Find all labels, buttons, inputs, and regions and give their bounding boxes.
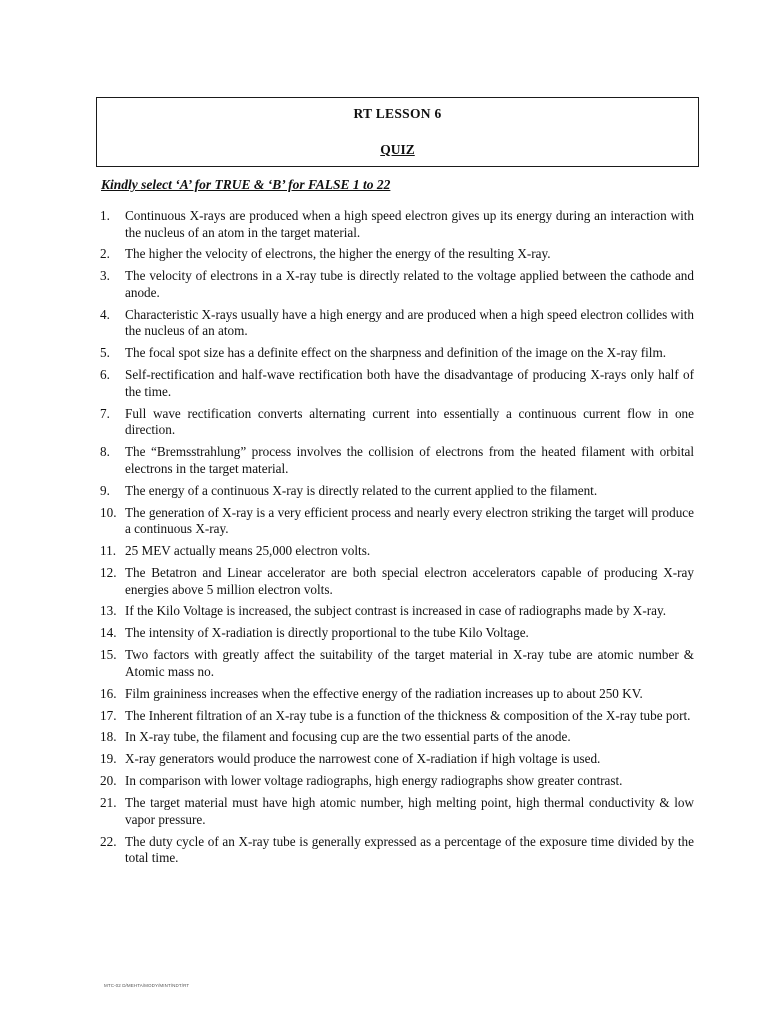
question-number: 13. bbox=[100, 603, 117, 619]
question-text: 25 MEV actually means 25,000 electron volts. bbox=[125, 543, 371, 559]
question-item bbox=[100, 505, 694, 538]
question-number: 21. bbox=[100, 795, 117, 811]
question-item bbox=[100, 444, 694, 477]
question-number: 17. bbox=[100, 707, 117, 723]
question-item bbox=[100, 483, 694, 500]
question-item bbox=[100, 603, 694, 620]
question-text: Continuous X-rays are produced when a high speed electron gives up its energy during an interaction with the nucleus of an atom in the target material. bbox=[125, 208, 694, 240]
question-list bbox=[100, 208, 694, 872]
question-item bbox=[100, 307, 694, 340]
question-text: Film graininess increases when the effective energy of the radiation increases up to about 250 KV. bbox=[125, 685, 643, 701]
question-number: 18. bbox=[100, 729, 117, 745]
question-number: 11. bbox=[100, 543, 116, 559]
question-item bbox=[100, 625, 694, 642]
question-text: Two factors with greatly affect the suitability of the target material in X-ray tube are atomic number & Atomic mass no. bbox=[125, 647, 694, 679]
question-text: The generation of X-ray is a very efficient process and nearly every electron striking the target will produce a continuous X-ray. bbox=[125, 504, 694, 537]
question-number: 2. bbox=[100, 246, 110, 262]
question-text: The higher the velocity of electrons, the higher the energy of the resulting X-ray. bbox=[125, 246, 551, 262]
title-box bbox=[96, 97, 699, 167]
question-item bbox=[100, 565, 694, 598]
question-item bbox=[100, 834, 694, 867]
question-item bbox=[100, 647, 694, 680]
question-number: 4. bbox=[100, 306, 110, 322]
question-text: Self-rectification and half-wave rectification both have the disadvantage of producing X-rays only half of the time. bbox=[125, 367, 694, 399]
question-item bbox=[100, 208, 694, 241]
question-item bbox=[100, 367, 694, 400]
question-text: In X-ray tube, the filament and focusing cup are the two essential parts of the anode. bbox=[125, 729, 571, 745]
question-text: Characteristic X-rays usually have a high energy and are produced when a high speed electron collides with the nucleus of an atom. bbox=[125, 306, 694, 339]
question-number: 8. bbox=[100, 444, 110, 460]
question-item bbox=[100, 406, 694, 439]
question-number: 5. bbox=[100, 345, 110, 361]
question-number: 16. bbox=[100, 685, 117, 701]
question-number: 19. bbox=[100, 751, 117, 767]
question-item bbox=[100, 268, 694, 301]
question-text: X-ray generators would produce the narrowest cone of X-radiation if high voltage is used. bbox=[125, 751, 601, 767]
question-text: The intensity of X-radiation is directly proportional to the tube Kilo Voltage. bbox=[125, 625, 529, 641]
page-title: RT LESSON 6 bbox=[353, 106, 442, 121]
question-item bbox=[100, 729, 694, 746]
page-subtitle: QUIZ bbox=[380, 142, 415, 157]
question-item bbox=[100, 543, 694, 560]
question-text: The energy of a continuous X-ray is directly related to the current applied to the filament. bbox=[125, 482, 598, 498]
question-number: 3. bbox=[100, 268, 110, 284]
question-text: The “Bremsstrahlung” process involves the collision of electrons from the heated filament with orbital electrons in the target material. bbox=[125, 444, 694, 476]
question-item bbox=[100, 751, 694, 768]
quiz-instruction: Kindly select ‘A’ for TRUE & ‘B’ for FALSE 1 to 22 bbox=[101, 177, 391, 192]
question-text: Full wave rectification converts alternating current into essentially a continuous current flow in one direction. bbox=[125, 405, 694, 438]
question-text: If the Kilo Voltage is increased, the subject contrast is increased in case of radiographs made by X-ray. bbox=[125, 603, 666, 619]
question-number: 12. bbox=[100, 564, 117, 580]
question-text: The Betatron and Linear accelerator are both special electron accelerators capable of producing X-ray energies above 5 million electron volts. bbox=[125, 564, 694, 597]
question-number: 20. bbox=[100, 773, 117, 789]
footer-reference: MTC-02 D/MEHTA/MODY/MINT/NDT/RT bbox=[104, 983, 190, 988]
question-number: 6. bbox=[100, 367, 110, 383]
question-item bbox=[100, 246, 694, 263]
question-number: 1. bbox=[100, 208, 110, 223]
question-text: The velocity of electrons in a X-ray tube is directly related to the voltage applied between the cathode and anode. bbox=[125, 268, 694, 300]
question-item bbox=[100, 345, 694, 362]
question-item bbox=[100, 773, 694, 790]
question-number: 7. bbox=[100, 405, 110, 421]
question-item bbox=[100, 795, 694, 828]
question-text: The target material must have high atomic number, high melting point, high thermal conductivity & low vapor pressure. bbox=[125, 795, 694, 827]
question-text: The Inherent filtration of an X-ray tube is a function of the thickness & composition of the X-ray tube port. bbox=[125, 707, 691, 723]
question-item bbox=[100, 708, 694, 725]
question-number: 10. bbox=[100, 504, 117, 520]
question-number: 9. bbox=[100, 482, 110, 498]
question-text: The focal spot size has a definite effect on the sharpness and definition of the image on the X-ray film. bbox=[125, 345, 666, 361]
question-number: 14. bbox=[100, 625, 117, 641]
question-number: 22. bbox=[100, 833, 117, 849]
question-item bbox=[100, 686, 694, 703]
question-number: 15. bbox=[100, 647, 117, 663]
question-text: The duty cycle of an X-ray tube is generally expressed as a percentage of the exposure time divided by the total time. bbox=[125, 833, 694, 866]
question-text: In comparison with lower voltage radiographs, high energy radiographs show greater contrast. bbox=[125, 773, 623, 789]
